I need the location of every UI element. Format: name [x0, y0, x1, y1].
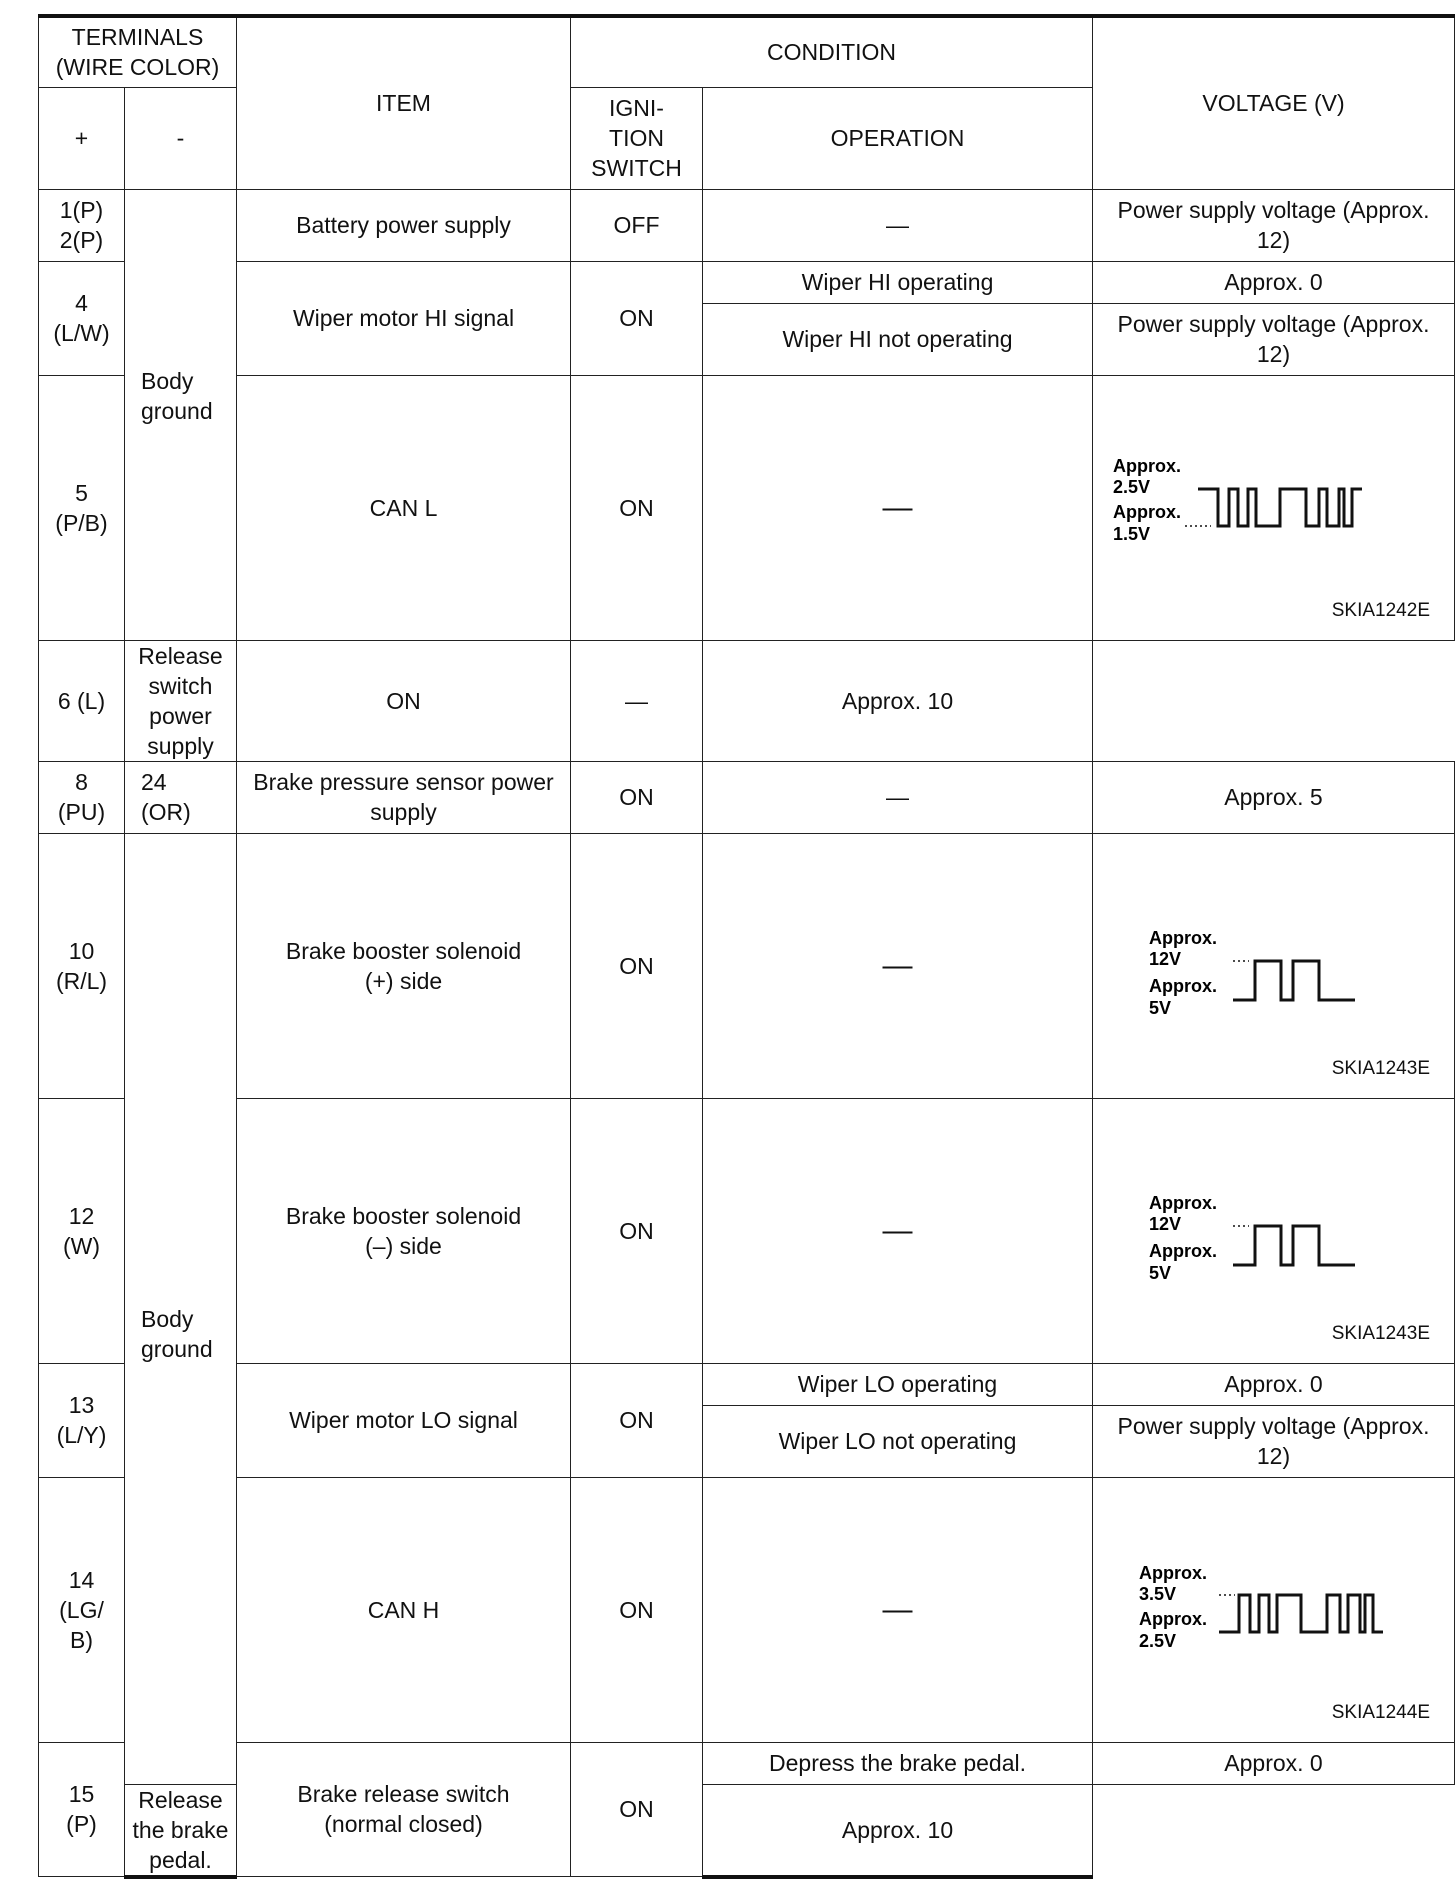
wave-high-label-1: Approx. — [1113, 455, 1182, 476]
terminal-cell: 15 (P) — [39, 1742, 125, 1877]
figure-id: SKIA1243E — [1331, 1057, 1430, 1079]
waveform-cell — [1093, 375, 1455, 640]
voltage-cell: Approx. 0 — [1093, 261, 1455, 303]
header-terminals: TERMINALS (WIRE COLOR) — [39, 16, 237, 87]
waveform-cell — [1093, 833, 1455, 1098]
wave-high-label-1: Approx. — [1149, 927, 1218, 948]
voltage-cell: Power supply voltage (Approx. 12) — [1093, 303, 1455, 375]
wave-high-label-1: Approx. — [1149, 1192, 1218, 1213]
item-cell: Wiper motor LO signal — [237, 1363, 571, 1477]
table-row — [39, 1477, 1455, 1742]
terminal-cell: 13 (L/Y) — [39, 1363, 125, 1477]
ignition-cell: OFF — [571, 189, 703, 261]
wave-line — [1198, 489, 1362, 526]
operation-cell: Release the brake pedal. — [125, 1784, 237, 1877]
operation-cell: — — [703, 1098, 1093, 1363]
wave-low-label-2: 2.5V — [1139, 1630, 1177, 1651]
operation-cell: — — [571, 640, 703, 761]
table-row — [39, 833, 1455, 1098]
voltage-cell: Power supply voltage (Approx. 12) — [1093, 189, 1455, 261]
waveform-cell — [1093, 1477, 1455, 1742]
terminal-cell: 6 (L) — [39, 640, 125, 761]
wave-line — [1233, 961, 1355, 1000]
ignition-cell: ON — [571, 261, 703, 375]
header-ignition-switch: IGNI- TION SWITCH — [571, 87, 703, 189]
terminal-table — [38, 14, 1454, 1879]
ground-cell: Body ground — [125, 189, 237, 640]
terminal-cell: 12 (W) — [39, 1098, 125, 1363]
waveform-cell — [1093, 1098, 1455, 1363]
header-condition: CONDITION — [571, 16, 1093, 87]
operation-cell: — — [703, 833, 1093, 1098]
wave-low-label-1: Approx. — [1149, 1240, 1218, 1261]
voltage-cell: Power supply voltage (Approx. 12) — [1093, 1405, 1455, 1477]
wave-line — [1219, 1595, 1383, 1632]
ignition-cell: ON — [237, 640, 571, 761]
operation-cell: Wiper HI operating — [703, 261, 1093, 303]
terminal-cell: 14 (LG/ B) — [39, 1477, 125, 1742]
wave-high-label-2: 3.5V — [1139, 1583, 1177, 1604]
wave-low-label-2: 1.5V — [1113, 523, 1151, 544]
terminal-cell: 10 (R/L) — [39, 833, 125, 1098]
voltage-cell: Approx. 0 — [1093, 1363, 1455, 1405]
terminal-cell: 1(P) 2(P) — [39, 189, 125, 261]
table-row — [39, 640, 1455, 761]
header-operation: OPERATION — [703, 87, 1093, 189]
wave-line — [1233, 1226, 1355, 1265]
wave-low-label-2: 5V — [1149, 1262, 1172, 1283]
ignition-cell: ON — [571, 1098, 703, 1363]
ground-cell: Body ground — [125, 833, 237, 1784]
item-cell: Release switch power supply — [125, 640, 237, 761]
item-cell: Brake booster solenoid (+) side — [237, 833, 571, 1098]
wave-high-label-2: 12V — [1149, 948, 1182, 969]
table-row — [39, 1098, 1455, 1363]
item-cell: Brake pressure sensor power supply — [237, 761, 571, 833]
operation-cell: — — [703, 375, 1093, 640]
ignition-cell: ON — [571, 761, 703, 833]
item-cell: Battery power supply — [237, 189, 571, 261]
ignition-cell: ON — [571, 833, 703, 1098]
voltage-cell: Approx. 10 — [703, 1784, 1093, 1877]
terminal-cell: 5 (P/B) — [39, 375, 125, 640]
voltage-cell: Approx. 0 — [1093, 1742, 1455, 1784]
ignition-cell: ON — [571, 1742, 703, 1877]
item-cell: Brake release switch (normal closed) — [237, 1742, 571, 1877]
header-minus: - — [125, 87, 237, 189]
operation-cell: — — [703, 189, 1093, 261]
minus-cell: 24 (OR) — [125, 761, 237, 833]
voltage-cell: Approx. 10 — [703, 640, 1093, 761]
wave-low-label-1: Approx. — [1149, 975, 1218, 996]
header-plus: + — [39, 87, 125, 189]
figure-id: SKIA1243E — [1331, 1322, 1430, 1344]
operation-cell: — — [703, 1477, 1093, 1742]
figure-id: SKIA1242E — [1331, 599, 1430, 621]
ignition-cell: ON — [571, 1363, 703, 1477]
item-cell: Wiper motor HI signal — [237, 261, 571, 375]
table-row — [39, 1363, 1455, 1405]
ignition-cell: ON — [571, 1477, 703, 1742]
header-item: ITEM — [237, 16, 571, 189]
ignition-cell: ON — [571, 375, 703, 640]
wave-high-label-2: 2.5V — [1113, 476, 1151, 497]
wave-high-label-2: 12V — [1149, 1213, 1182, 1234]
operation-cell: Wiper LO not operating — [703, 1405, 1093, 1477]
figure-id: SKIA1244E — [1331, 1701, 1430, 1723]
item-cell: CAN H — [237, 1477, 571, 1742]
operation-cell: — — [703, 761, 1093, 833]
header-voltage: VOLTAGE (V) — [1093, 16, 1455, 189]
table-row — [39, 375, 1455, 640]
voltage-cell: Approx. 5 — [1093, 761, 1455, 833]
wave-low-label-2: 5V — [1149, 997, 1172, 1018]
operation-cell: Depress the brake pedal. — [703, 1742, 1093, 1784]
table-row — [39, 189, 1455, 261]
wave-low-label-1: Approx. — [1139, 1608, 1208, 1629]
table-row — [39, 261, 1455, 303]
wave-low-label-1: Approx. — [1113, 501, 1182, 522]
wave-high-label-1: Approx. — [1139, 1562, 1208, 1583]
item-cell: Brake booster solenoid (–) side — [237, 1098, 571, 1363]
item-cell: CAN L — [237, 375, 571, 640]
operation-cell: Wiper LO operating — [703, 1363, 1093, 1405]
operation-cell: Wiper HI not operating — [703, 303, 1093, 375]
terminal-cell: 4 (L/W) — [39, 261, 125, 375]
terminal-cell: 8 (PU) — [39, 761, 125, 833]
table-row — [39, 761, 1455, 833]
